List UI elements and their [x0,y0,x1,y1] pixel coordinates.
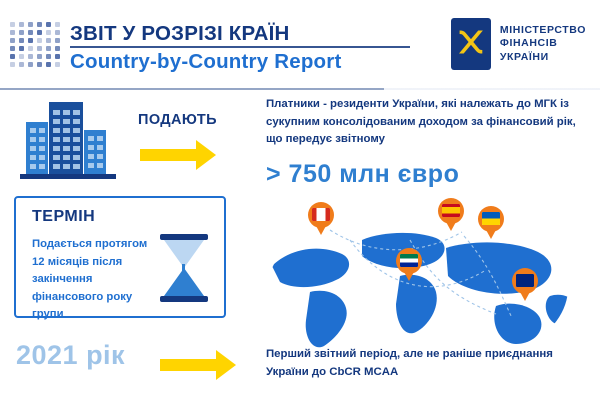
hourglass-icon [156,232,212,304]
ministry-line-2: ФІНАНСІВ [499,37,558,50]
arrow-right-icon-bottom [160,350,236,380]
ministry-line-3: УКРАЇНИ [499,50,549,63]
trident-icon: ᙭ [451,18,491,70]
arrow-right-icon-top [140,140,216,170]
header [0,0,600,88]
map-pin-canada[interactable] [308,202,334,236]
term-description: Подається протягом 12 місяців після закінчення фінансового року групи [32,238,148,320]
world-map [250,196,590,348]
map-pin-ukraine[interactable] [478,206,504,240]
map-pin-south-africa[interactable] [396,248,422,282]
submit-label: ПОДАЮТЬ [138,112,217,128]
header-divider [0,88,600,90]
page-title-en: Country-by-Country Report [70,50,342,73]
ministry-logo [451,18,586,70]
reporting-year: 2021 рік [16,340,126,370]
revenue-threshold: > 750 млн євро [266,160,460,188]
term-box [14,196,226,318]
period-note: Перший звітний період, але не раніше приєднання України до CbCR MCAA [266,348,553,378]
page-title-uk: ЗВІТ У РОЗРІЗІ КРАЇН [70,22,290,45]
term-title: ТЕРМІН [32,208,96,225]
dot-grid-decoration [10,22,62,68]
map-pin-australia[interactable] [512,268,538,302]
submit-description: Платники - резиденти України, які належать до МГК із сукупним консолідованим доходом за фінансовий рік, що передує звітному [266,98,576,146]
map-pin-spain[interactable] [438,198,464,232]
title-divider [70,46,410,48]
office-building-icon [18,96,122,180]
ministry-name [500,24,586,64]
ministry-line-1: МІНІСТЕРСТВО [499,23,586,36]
